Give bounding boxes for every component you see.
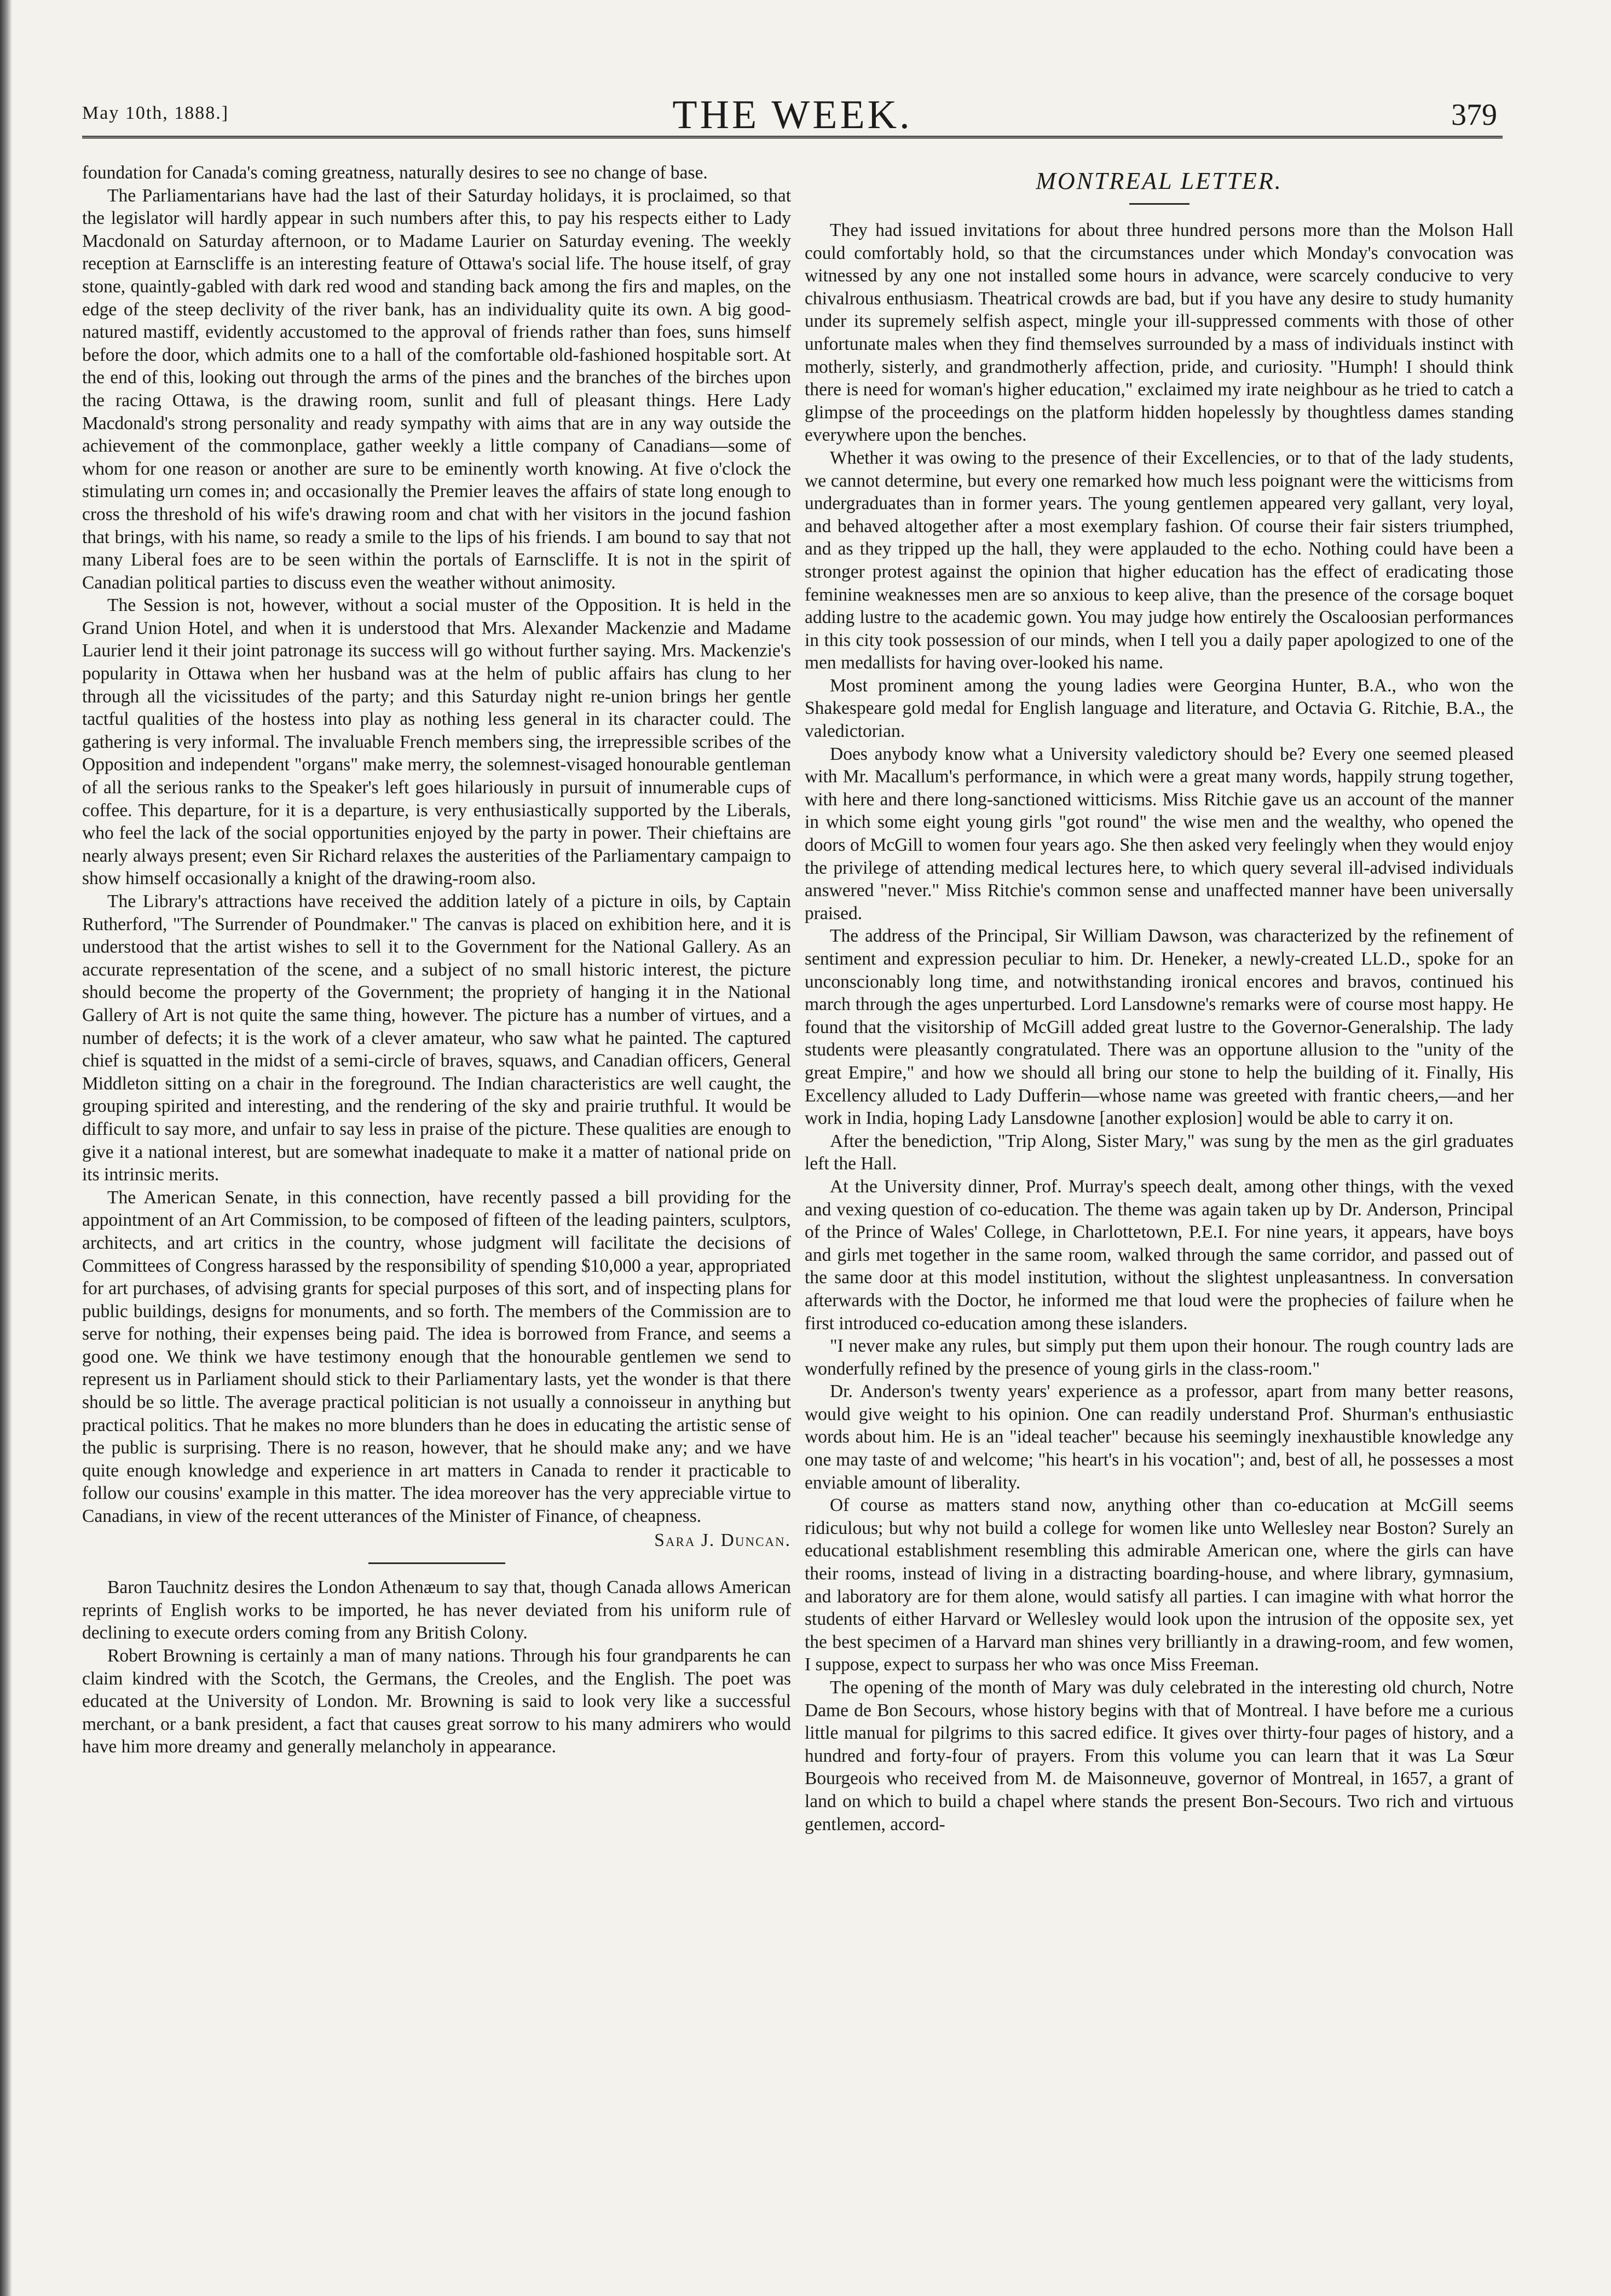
paragraph: They had issued invitations for about three hundred persons more than the Molson Hall could comfortably hold, so that the circumstances under which Monday's convocation was witnessed by any one not installed some hours in advance, were scarcely conducive to very chivalrous enthusiasm. Theatrical crowds are bad, but if you have any desire to study humanity under its supremely selfish aspect, mingle your ill-suppressed comments with those of other unfortunate males when they find themselves surrounded by a mass of individuals instinct with motherly, sisterly, and grandmotherly affection, pride, and curiosity. "Humph! I should think there is need for woman's higher education," exclaimed my irate neighbour as he tried to catch a glimpse of the proceedings on the platform hidden hopelessly by thoughtless dames standing everywhere upon the benches. [805, 220, 1514, 446]
paragraph: "I never make any rules, but simply put them upon their honour. The rough country lads are wonderfully refined by the presence of young girls in the class-room." [805, 1336, 1514, 1379]
news-note: Robert Browning is certainly a man of many nations. Through his four grandparents he can claim kindred with the Scotch, the Germans, the Creoles, and the English. The poet was educated at the University of London. Mr. Browning is said to look very like a successful merchant, or a bank president, a fact that causes great sorrow to his many admirers who would have him more dreamy and generally melancholy in appearance. [82, 1646, 791, 1757]
paragraph: The opening of the month of Mary was duly celebrated in the interesting old church, Notre Dame de Bon Secours, whose history begins with that of Montreal. I have before me a curious little manual for pilgrims to this sacred edifice. It gives over thirty-four pages of history, and a hundred and forty-four of prayers. From this volume you can learn that it was La Sœur Bourgeois who received from M. de Maisonneuve, governor of Montreal, in 1657, a grant of land on which to build a chapel where stands the present Bon-Secours. Two rich and virtuous gentlemen, accord- [805, 1677, 1514, 1835]
article-heading: MONTREAL LETTER. [1036, 168, 1283, 194]
right-column [805, 161, 1514, 1836]
left-column [82, 161, 791, 1758]
page-number: 379 [1451, 98, 1497, 132]
news-note: Baron Tauchnitz desires the London Athenæum to say that, though Canada allows American reprints of English works to be imported, he has never deviated from his uniform rule of declining to execute orders coming from any British Colony. [82, 1577, 791, 1643]
paragraph: Most prominent among the young ladies were Georgina Hunter, B.A., who won the Shakespeare gold medal for English language and literature, and Octavia G. Ritchie, B.A., the valedictorian. [805, 675, 1514, 742]
paragraph: At the University dinner, Prof. Murray's speech dealt, among other things, with the vexed and vexing question of co-education. The theme was again taken up by Dr. Anderson, Principal of the Prince of Wales' College, in Charlottetown, P.E.I. For nine years, it appears, have boys and girls met together in the same room, walked through the same corridor, and passed out of the same door at this model institution, without the slightest unpleasantness. In conversation afterwards with the Doctor, he informed me that loud were the prophecies of failure when he first introduced co-education among these islanders. [805, 1176, 1514, 1334]
paragraph: The Session is not, however, without a social muster of the Opposition. It is held in the Grand Union Hotel, and when it is understood that Mrs. Alexander Mackenzie and Madame Laurier lend it their joint patronage its success will go without further saying. Mrs. Mackenzie's popularity in Ottawa when her husband was at the helm of public affairs has clung to her through all the vicissitudes of the party; and this Saturday night re-union brings her gentle tactful qualities of the hostess into play as nothing less general in its character could. The gathering is very informal. The invaluable French members sing, the irrepressible scribes of the Opposition and independent "organs" make merry, the solemnest-visaged honourable gentleman of all the serious ranks to the Speaker's left goes hilariously in pursuit of innumerable cups of coffee. This departure, for it is a departure, is very enthusiastically supported by the Liberals, who feel the lack of the social opportunities enjoyed by the party in power. Their chieftains are nearly always present; even Sir Richard relaxes the austerities of the Parliamentary campaign to show himself occasionally a knight of the drawing-room also. [82, 595, 791, 889]
paragraph: Dr. Anderson's twenty years' experience as a professor, apart from many better reasons, would give weight to his opinion. One can readily understand Prof. Shurman's enthusiastic words about him. He is an "ideal teacher" because his seemingly inexhaustible knowledge any one may taste of and welcome; "his heart's in his vocation"; and, best of all, he possesses a most enviable amount of liberality. [805, 1381, 1514, 1493]
paragraph: The American Senate, in this connection, have recently passed a bill providing for the appointment of an Art Commission, to be composed of fifteen of the leading painters, sculptors, architects, and art critics in the country, whose judgment will facilitate the decisions of Committees of Congress harassed by the responsibility of spending $10,000 a year, appropriated for art purchases, of advising grants for special purposes of this sort, and of inspecting plans for public buildings, designs for monuments, and so forth. The members of the Commission are to serve for nothing, their expenses being paid. The idea is borrowed from France, and seems a good one. We think we have testimony enough that the honourable gentlemen we send to represent us in Parliament should stick to their Parliamentary lasts, yet the wonder is that there should be so little. The average practical politician is not usually a connoisseur in anything but practical politics. That he makes no more blunders than he does in educating the artistic sense of the public is surprising. There is no reason, however, that he should make any; and we have quite enough knowledge and experience in art matters in Canada to render it practicable to follow our cousins' example in this matter. The idea moreover has the very appreciable virtue to Canadians, in view of the recent utterances of the Minister of Finance, of cheapness. [82, 1187, 791, 1527]
paragraph: Of course as matters stand now, anything other than co-education at McGill seems ridiculous; but why not build a college for women like unto Wellesley near Boston? Surely an educational establishment resembling this admirable American one, where the girls can have their rooms, instead of living in a distracting boarding-house, and where library, gymnasium, and laboratory are for them alone, would satisfy all parties. I can imagine with what horror the students of either Harvard or Wellesley would look upon the intrusion of the opposite sex, yet the best specimen of a Harvard man shines very brilliantly in a drawing-room, and few women, I suppose, expect to surpass her who was once Miss Freeman. [805, 1495, 1514, 1675]
issue-date: May 10th, 1888.] [82, 103, 229, 123]
author-signature: Sara J. Duncan. [654, 1530, 791, 1550]
binding-edge-shadow [0, 0, 12, 2296]
paragraph: The address of the Principal, Sir William Dawson, was characterized by the refinement of sentiment and expression peculiar to him. Dr. Heneker, a newly-created LL.D., spoke for an unconscionably long time, and notwithstanding ironical encores and bravos, continued his march through the ages unperturbed. Lord Lansdowne's remarks were of course most happy. He found that the visitorship of McGill added great lustre to the Governor-Generalship. The lady students were pleasantly congratulated. There was an opportune allusion to the "unity of the great Empire," and how we should all bring our stone to help the building of it. Finally, His Excellency alluded to Lady Dufferin—whose name was greeted with frantic cheers,—and her work in India, hoping Lady Lansdowne [another explosion] would be able to carry it on. [805, 926, 1514, 1129]
page-header [82, 92, 1503, 152]
paragraph: The Parliamentarians have had the last of their Saturday holidays, it is proclaimed, so that the legislator will hardly appear in such numbers after this, to pay his respects either to Lady Macdonald on Saturday afternoon, or to Madame Laurier on Saturday evening. The weekly reception at Earnscliffe is an interesting feature of Ottawa's social life. The house itself, of gray stone, quaintly-gabled with dark red wood and standing back among the firs and maples, on the edge of the steep declivity of the river bank, has an individuality quite its own. A big good-natured mastiff, evidently accustomed to the approval of friends rather than foes, suns himself before the door, which admits one to a hall of the comfortable old-fashioned hospitable sort. At the end of this, looking out through the arms of the pines and the branches of the birches upon the racing Ottawa, is the drawing room, sunlit and full of pleasant things. Here Lady Macdonald's strong personality and ready sympathy with aims that are in any way outside the achievement of the commonplace, gather weekly a little company of Canadians—some of whom for one reason or another are sure to be eminently worth knowing. At five o'clock the stimulating urn comes in; and occasionally the Premier leaves the affairs of state long enough to cross the threshold of his wife's drawing room and chat with her visitors in the jocund fashion that brings, with his name, so ready a smile to the lips of his friends. I am bound to say that not many Liberal foes are to be seen within the portals of Earnscliffe. It is not in the spirit of Canadian political parties to discuss even the weather without animosity. [82, 185, 791, 593]
masthead-title: THE WEEK. [672, 93, 913, 137]
paragraph: Whether it was owing to the presence of their Excellencies, or to that of the lady students, we cannot determine, but every one remarked how much less poignant were the witticisms from undergraduates than in former years. The young gentlemen appeared very gallant, very loyal, and behaved altogether after a most exemplary fashion. Of course their fair sisters triumphed, and as they tripped up the hall, they were applauded to the echo. Nothing could have been a stronger protest against the opinion that higher education has the effect of eradicating those feminine weaknesses men are so anxious to keep alive, than the presence of the corsage boquet adding lustre to the academic gown. You may judge how entirely the Oscaloosian performances in this city took possession of our minds, when I tell you a daily paper apologized to one of the men medallists for having over-looked his name. [805, 447, 1514, 673]
paragraph: The Library's attractions have received the addition lately of a picture in oils, by Captain Rutherford, "The Surrender of Poundmaker." The canvas is placed on exhibition here, and it is understood that the artist wishes to sell it to the Government for the National Gallery. As an accurate representation of the scene, and a subject of no small historic interest, the picture should become the property of the Government; the propriety of hanging it in the National Gallery of Art is not quite the same thing, however. The picture has a number of virtues, and a number of defects; it is the work of a clever amateur, who saw what he painted. The captured chief is squatted in the midst of a semi-circle of braves, squaws, and Canadian officers, General Middleton sitting on a chair in the foreground. The Indian characteristics are well caught, the grouping spirited and interesting, and the rendering of the sky and prairie truthful. It would be difficult to say more, and unfair to say less in praise of the picture. These qualities are enough to give it a national interest, but are somewhat inadequate to make it a matter of national pride on its intrinsic merits. [82, 891, 791, 1185]
heading-divider [1129, 203, 1190, 205]
header-rule [82, 136, 1503, 139]
paragraph: foundation for Canada's coming greatness, naturally desires to see no change of base. [82, 163, 708, 183]
section-divider [368, 1562, 505, 1564]
paragraph: After the benediction, "Trip Along, Sister Mary," was sung by the men as the girl graduates left the Hall. [805, 1130, 1514, 1174]
paragraph: Does anybody know what a University valedictory should be? Every one seemed pleased with Mr. Macallum's performance, in which were a great many words, happily strung together, with here and there long-sanctioned witticisms. Miss Ritchie gave us an account of the manner in which some eight young girls "got round" the wise men and the wealthy, who opened the doors of McGill to women four years ago. She then asked very feelingly when they would enjoy the privilege of attending medical lectures here, to which query several ill-advised individuals answered "never." Miss Ritchie's common sense and unaffected manner have been universally praised. [805, 743, 1514, 924]
